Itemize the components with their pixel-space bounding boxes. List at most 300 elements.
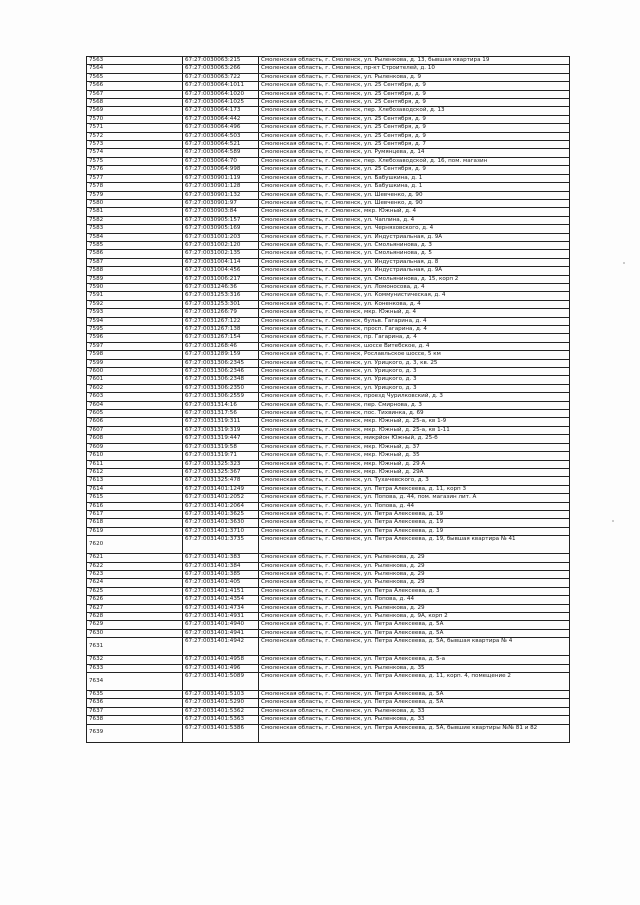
table-row	[87, 562, 570, 570]
row-number-cell: 7580	[87, 199, 183, 207]
row-number-cell: 7617	[87, 510, 183, 518]
table-row	[87, 359, 570, 367]
address-cell: Смоленская область, г. Смоленск, шоссе Витебское, д. 4	[259, 342, 570, 350]
cadastral-number-cell: 67:27:0031401:3625	[183, 510, 259, 518]
cadastral-number-cell: 67:27:0030903:84	[183, 208, 259, 216]
table-row	[87, 208, 570, 216]
row-number-cell: 7637	[87, 707, 183, 715]
row-number-cell: 7601	[87, 376, 183, 384]
row-number-cell: 7581	[87, 208, 183, 216]
cadastral-number-cell: 67:27:0031401:496	[183, 664, 259, 672]
cadastral-number-cell: 67:27:0031401:4941	[183, 629, 259, 637]
table-row	[87, 401, 570, 409]
row-number-cell: 7626	[87, 596, 183, 604]
table-row	[87, 452, 570, 460]
cadastral-number-cell: 67:27:0030064:1025	[183, 99, 259, 107]
table-row	[87, 410, 570, 418]
table-row	[87, 468, 570, 476]
address-cell: Смоленская область, г. Смоленск, ул. Рыленкова, д. 29	[259, 579, 570, 587]
address-cell: Смоленская область, г. Смоленск, ул. Бабушкина, д. 1	[259, 183, 570, 191]
cadastral-number-cell: 67:27:0031401:383	[183, 554, 259, 562]
cadastral-number-cell: 67:27:0031319:71	[183, 452, 259, 460]
row-number-cell: 7634	[87, 673, 183, 691]
row-number-cell: 7593	[87, 309, 183, 317]
row-number-cell: 7569	[87, 107, 183, 115]
address-cell: Смоленская область, г. Смоленск, ул. Петра Алексеева, д. 3	[259, 587, 570, 595]
cadastral-number-cell: 67:27:0031306:2346	[183, 368, 259, 376]
cadastral-number-cell: 67:27:0030064:173	[183, 107, 259, 115]
address-cell: Смоленская область, г. Смоленск, ул. Ломоносова, д. 4	[259, 283, 570, 291]
cadastral-number-cell: 67:27:0031306:2345	[183, 359, 259, 367]
cadastral-number-cell: 67:27:0031002:120	[183, 241, 259, 249]
scan-speck	[623, 262, 625, 264]
row-number-cell: 7600	[87, 368, 183, 376]
table-row	[87, 485, 570, 493]
cadastral-number-cell: 67:27:0031401:5362	[183, 707, 259, 715]
cadastral-number-cell: 67:27:0030063:266	[183, 65, 259, 73]
cadastral-number-cell: 67:27:0031401:3735	[183, 536, 259, 554]
table-row	[87, 368, 570, 376]
address-cell: Смоленская область, г. Смоленск, ул. Урицкого, д. 3	[259, 384, 570, 392]
table-row	[87, 99, 570, 107]
cadastral-number-cell: 67:27:0031401:4931	[183, 613, 259, 621]
row-number-cell: 7571	[87, 124, 183, 132]
row-number-cell: 7607	[87, 426, 183, 434]
address-cell: Смоленская область, г. Смоленск, пер. Смирнова, д. 3	[259, 401, 570, 409]
address-cell: Смоленская область, г. Смоленск, пр-кт Строителей, д. 10	[259, 65, 570, 73]
address-cell: Смоленская область, г. Смоленск, ул. Рыленкова, д. 29	[259, 604, 570, 612]
address-cell: Смоленская область, г. Смоленск, ул. Смольянинова, д. 3	[259, 241, 570, 249]
row-number-cell: 7575	[87, 157, 183, 165]
address-cell: Смоленская область, г. Смоленск, ул. Урицкого, д. 3	[259, 376, 570, 384]
address-cell: Смоленская область, г. Смоленск, ул. Чаплина, д. 4	[259, 216, 570, 224]
row-number-cell: 7624	[87, 579, 183, 587]
address-cell: Смоленская область, г. Смоленск, ул. Петра Алексеева, д. 5-а	[259, 656, 570, 664]
row-number-cell: 7579	[87, 191, 183, 199]
cadastral-number-cell: 67:27:0031401:4151	[183, 587, 259, 595]
table-row	[87, 384, 570, 392]
table-row	[87, 393, 570, 401]
table-row	[87, 510, 570, 518]
address-cell: Смоленская область, г. Смоленск, ул. Попова, д. 44	[259, 502, 570, 510]
table-row	[87, 283, 570, 291]
row-number-cell: 7588	[87, 267, 183, 275]
cadastral-number-cell: 67:27:0030901:128	[183, 183, 259, 191]
cadastral-number-cell: 67:27:0031314:16	[183, 401, 259, 409]
cadastral-number-cell: 67:27:0031401:3710	[183, 527, 259, 535]
address-cell: Смоленская область, г. Смоленск, ул. Петра Алексеева, д. 5А	[259, 691, 570, 699]
address-cell: Смоленская область, г. Смоленск, ул. Смольянинова, д. 5	[259, 250, 570, 258]
table-row	[87, 342, 570, 350]
address-cell: Смоленская область, г. Смоленск, ул. 25 Сентября, д. 9	[259, 124, 570, 132]
row-number-cell: 7614	[87, 485, 183, 493]
address-cell: Смоленская область, г. Смоленск, пос. Тихвинка, д. 69	[259, 410, 570, 418]
table-row	[87, 587, 570, 595]
cadastral-number-cell: 67:27:0031325:323	[183, 460, 259, 468]
cadastral-number-cell: 67:27:0030064:503	[183, 132, 259, 140]
cadastral-number-cell: 67:27:0030063:215	[183, 57, 259, 65]
address-cell: Смоленская область, г. Смоленск, ул. Петра Алексеева, д. 19	[259, 527, 570, 535]
row-number-cell: 7586	[87, 250, 183, 258]
row-number-cell: 7597	[87, 342, 183, 350]
row-number-cell: 7629	[87, 621, 183, 629]
row-number-cell: 7625	[87, 587, 183, 595]
address-cell: Смоленская область, г. Смоленск, ул. Рыленкова, д. 29	[259, 562, 570, 570]
table-row	[87, 317, 570, 325]
address-cell: Смоленская область, г. Смоленск, ул. Рыленкова, д. 9	[259, 73, 570, 81]
row-number-cell: 7622	[87, 562, 183, 570]
row-number-cell: 7609	[87, 443, 183, 451]
table-row	[87, 90, 570, 98]
table-body	[87, 57, 570, 743]
table-row	[87, 191, 570, 199]
row-number-cell: 7584	[87, 233, 183, 241]
cadastral-number-cell: 67:27:0030064:589	[183, 149, 259, 157]
address-cell: Смоленская область, г. Смоленск, ул. Петра Алексеева, д. 19	[259, 519, 570, 527]
row-number-cell: 7613	[87, 477, 183, 485]
table-row	[87, 596, 570, 604]
table-row	[87, 724, 570, 742]
table-row	[87, 664, 570, 672]
table-row	[87, 554, 570, 562]
row-number-cell: 7572	[87, 132, 183, 140]
row-number-cell: 7620	[87, 536, 183, 554]
row-number-cell: 7631	[87, 638, 183, 656]
cadastral-number-cell: 67:27:0031319:58	[183, 443, 259, 451]
address-cell: Смоленская область, г. Смоленск, ул. 25 Сентября, д. 9	[259, 132, 570, 140]
table-row	[87, 536, 570, 554]
cadastral-number-cell: 67:27:0031306:2559	[183, 393, 259, 401]
address-cell: Смоленская область, г. Смоленск, ул. 25 Сентября, д. 9	[259, 99, 570, 107]
cadastral-number-cell: 67:27:0031401:5290	[183, 699, 259, 707]
row-number-cell: 7612	[87, 468, 183, 476]
address-cell: Смоленская область, г. Смоленск, ул. Петра Алексеева, д. 5А, бывшие квартиры №№ 81 и 82	[259, 724, 570, 742]
cadastral-number-cell: 67:27:0031002:135	[183, 250, 259, 258]
cadastral-number-cell: 67:27:0031246:36	[183, 283, 259, 291]
table-row	[87, 73, 570, 81]
address-cell: Смоленская область, г. Смоленск, ул. Петра Алексеева, д. 19	[259, 510, 570, 518]
row-number-cell: 7598	[87, 351, 183, 359]
table-row	[87, 691, 570, 699]
row-number-cell: 7583	[87, 225, 183, 233]
table-row	[87, 326, 570, 334]
row-number-cell: 7567	[87, 90, 183, 98]
cadastral-number-cell: 67:27:0031401:4942	[183, 638, 259, 656]
address-cell: Смоленская область, г. Смоленск, ул. Шевченко, д. 90	[259, 191, 570, 199]
address-cell: Смоленская область, г. Смоленск, Рославльское шоссе, 5 км	[259, 351, 570, 359]
cadastral-number-cell: 67:27:0031267:138	[183, 326, 259, 334]
cadastral-number-cell: 67:27:0031401:4958	[183, 656, 259, 664]
row-number-cell: 7635	[87, 691, 183, 699]
table-row	[87, 225, 570, 233]
address-cell: Смоленская область, г. Смоленск, пр. Гагарина, д. 4	[259, 334, 570, 342]
row-number-cell: 7590	[87, 283, 183, 291]
row-number-cell: 7599	[87, 359, 183, 367]
address-cell: Смоленская область, г. Смоленск, ул. Рыленкова, д. 29	[259, 554, 570, 562]
cadastral-number-cell: 67:27:0030064:1020	[183, 90, 259, 98]
address-cell: Смоленская область, г. Смоленск, ул. Рыленкова, д. 13, бывшая квартира 19	[259, 57, 570, 65]
address-cell: Смоленская область, г. Смоленск, мкр. Южный, д. 25-а, кв 1-9	[259, 418, 570, 426]
row-number-cell: 7616	[87, 502, 183, 510]
address-cell: Смоленская область, г. Смоленск, ул. Урицкого, д. 3, кв. 25	[259, 359, 570, 367]
table-row	[87, 435, 570, 443]
address-cell: Смоленская область, г. Смоленск, ул. 25 Сентября, д. 9	[259, 90, 570, 98]
row-number-cell: 7566	[87, 82, 183, 90]
row-number-cell: 7619	[87, 527, 183, 535]
property-register-table	[86, 56, 570, 743]
cadastral-number-cell: 67:27:0030905:157	[183, 216, 259, 224]
address-cell: Смоленская область, г. Смоленск, ул. Индустриальная, д. 8	[259, 258, 570, 266]
row-number-cell: 7630	[87, 629, 183, 637]
row-number-cell: 7632	[87, 656, 183, 664]
table-row	[87, 250, 570, 258]
table-row	[87, 233, 570, 241]
table-row	[87, 216, 570, 224]
cadastral-number-cell: 67:27:0031401:5089	[183, 673, 259, 691]
table-row	[87, 621, 570, 629]
address-cell: Смоленская область, г. Смоленск, проезд Чурилковский, д. 3	[259, 393, 570, 401]
table-row	[87, 199, 570, 207]
address-cell: Смоленская область, г. Смоленск, мкр. Южный, д. 37	[259, 443, 570, 451]
row-number-cell: 7596	[87, 334, 183, 342]
table-row	[87, 494, 570, 502]
table-row	[87, 699, 570, 707]
address-cell: Смоленская область, г. Смоленск, ул. 25 Сентября, д. 7	[259, 141, 570, 149]
address-cell: Смоленская область, г. Смоленск, мкр. Южный, д. 29 А	[259, 460, 570, 468]
cadastral-number-cell: 67:27:0031317:56	[183, 410, 259, 418]
cadastral-number-cell: 67:27:0031253:316	[183, 292, 259, 300]
address-cell: Смоленская область, г. Смоленск, ул. Петра Алексеева, д. 5А	[259, 629, 570, 637]
table-row	[87, 157, 570, 165]
address-cell: Смоленская область, г. Смоленск, ул. Тухачевского, д. 3	[259, 477, 570, 485]
cadastral-number-cell: 67:27:0031319:447	[183, 435, 259, 443]
table-row	[87, 300, 570, 308]
address-cell: Смоленская область, г. Смоленск, ул. Попова, д. 44	[259, 596, 570, 604]
cadastral-number-cell: 67:27:0031401:384	[183, 562, 259, 570]
cadastral-number-cell: 67:27:0031401:4940	[183, 621, 259, 629]
cadastral-number-cell: 67:27:0031401:2064	[183, 502, 259, 510]
table-row	[87, 334, 570, 342]
address-cell: Смоленская область, г. Смоленск, просп. Гагарина, д. 4	[259, 326, 570, 334]
table-row	[87, 656, 570, 664]
address-cell: Смоленская область, г. Смоленск, ул. Смольянинова, д. 15, корп 2	[259, 275, 570, 283]
address-cell: Смоленская область, г. Смоленск, ул. Черняховского, д. 4	[259, 225, 570, 233]
table-row	[87, 604, 570, 612]
row-number-cell: 7611	[87, 460, 183, 468]
row-number-cell: 7576	[87, 166, 183, 174]
row-number-cell: 7605	[87, 410, 183, 418]
table-row	[87, 716, 570, 724]
address-cell: Смоленская область, г. Смоленск, ул. Попова, д. 44, пом. магазин лит. А	[259, 494, 570, 502]
address-cell: Смоленская область, г. Смоленск, мкр. Южный, д. 4	[259, 309, 570, 317]
table-row	[87, 443, 570, 451]
address-cell: Смоленская область, г. Смоленск, ул. Урицкого, д. 3	[259, 368, 570, 376]
row-number-cell: 7606	[87, 418, 183, 426]
row-number-cell: 7582	[87, 216, 183, 224]
cadastral-number-cell: 67:27:0031319:311	[183, 418, 259, 426]
cadastral-number-cell: 67:27:0031401:385	[183, 570, 259, 578]
row-number-cell: 7591	[87, 292, 183, 300]
cadastral-number-cell: 67:27:0031306:2350	[183, 384, 259, 392]
table-row	[87, 477, 570, 485]
table-row	[87, 132, 570, 140]
table-row	[87, 166, 570, 174]
row-number-cell: 7602	[87, 384, 183, 392]
row-number-cell: 7568	[87, 99, 183, 107]
address-cell: Смоленская область, г. Смоленск, ул. Индустриальная, д. 9А	[259, 267, 570, 275]
cadastral-number-cell: 67:27:0031401:1249	[183, 485, 259, 493]
cadastral-number-cell: 67:27:0031401:405	[183, 579, 259, 587]
address-cell: Смоленская область, г. Смоленск, ул. 25 Сентября, д. 9	[259, 115, 570, 123]
row-number-cell: 7628	[87, 613, 183, 621]
address-cell: Смоленская область, г. Смоленск, ул. Рыленкова, д. 29	[259, 570, 570, 578]
cadastral-number-cell: 67:27:0031267:154	[183, 334, 259, 342]
row-number-cell: 7587	[87, 258, 183, 266]
address-cell: Смоленская область, г. Смоленск, ул. Петра Алексеева, д. 5А	[259, 621, 570, 629]
row-number-cell: 7638	[87, 716, 183, 724]
cadastral-number-cell: 67:27:0031319:319	[183, 426, 259, 434]
address-cell: Смоленская область, г. Смоленск, ул. Петра Алексеева, д. 5А	[259, 699, 570, 707]
cadastral-number-cell: 67:27:0031401:5386	[183, 724, 259, 742]
cadastral-number-cell: 67:27:0031325:367	[183, 468, 259, 476]
address-cell: Смоленская область, г. Смоленск, ул. 25 Сентября, д. 9	[259, 82, 570, 90]
table-row	[87, 141, 570, 149]
table-row	[87, 149, 570, 157]
table-row	[87, 174, 570, 182]
cadastral-number-cell: 67:27:0031268:46	[183, 342, 259, 350]
cadastral-number-cell: 67:27:0031001:203	[183, 233, 259, 241]
table-row	[87, 629, 570, 637]
cadastral-number-cell: 67:27:0031267:122	[183, 317, 259, 325]
row-number-cell: 7603	[87, 393, 183, 401]
cadastral-number-cell: 67:27:0031306:2348	[183, 376, 259, 384]
cadastral-number-cell: 67:27:0030063:722	[183, 73, 259, 81]
table-row	[87, 527, 570, 535]
address-cell: Смоленская область, г. Смоленск, ул. Румянцева, д. 14	[259, 149, 570, 157]
cadastral-number-cell: 67:27:0030064:442	[183, 115, 259, 123]
address-cell: Смоленская область, г. Смоленск, пер. Хлебозаводской, д. 16, пом. магазин	[259, 157, 570, 165]
table-row	[87, 275, 570, 283]
row-number-cell: 7592	[87, 300, 183, 308]
address-cell: Смоленская область, г. Смоленск, ул. Шевченко, д. 90	[259, 199, 570, 207]
address-cell: Смоленская область, г. Смоленск, пер. Хлебозаводской, д. 13	[259, 107, 570, 115]
table-row	[87, 519, 570, 527]
cadastral-number-cell: 67:27:0031401:4354	[183, 596, 259, 604]
table-row	[87, 309, 570, 317]
cadastral-number-cell: 67:27:0031004:456	[183, 267, 259, 275]
address-cell: Смоленская область, г. Смоленск, ул. Рыленкова, д. 33	[259, 716, 570, 724]
row-number-cell: 7574	[87, 149, 183, 157]
table-row	[87, 707, 570, 715]
table-row	[87, 613, 570, 621]
table-row	[87, 267, 570, 275]
address-cell: Смоленская область, г. Смоленск, мкр. Южный, д. 25-а, кв 1-11	[259, 426, 570, 434]
cadastral-number-cell: 67:27:0031253:301	[183, 300, 259, 308]
row-number-cell: 7633	[87, 664, 183, 672]
row-number-cell: 7636	[87, 699, 183, 707]
row-number-cell: 7623	[87, 570, 183, 578]
cadastral-number-cell: 67:27:0031401:5103	[183, 691, 259, 699]
cadastral-number-cell: 67:27:0031289:159	[183, 351, 259, 359]
cadastral-number-cell: 67:27:0030901:119	[183, 174, 259, 182]
table-row	[87, 183, 570, 191]
address-cell: Смоленская область, г. Смоленск, ул. Петра Алексеева, д. 19, бывшая квартира № 41	[259, 536, 570, 554]
row-number-cell: 7565	[87, 73, 183, 81]
table-row	[87, 351, 570, 359]
address-cell: Смоленская область, г. Смоленск, ул. Рыленкова, д. 9А, корп 2	[259, 613, 570, 621]
row-number-cell: 7577	[87, 174, 183, 182]
cadastral-number-cell: 67:27:0030905:169	[183, 225, 259, 233]
row-number-cell: 7563	[87, 57, 183, 65]
row-number-cell: 7621	[87, 554, 183, 562]
address-cell: Смоленская область, г. Смоленск, ул. Коненкова, д. 4	[259, 300, 570, 308]
cadastral-number-cell: 67:27:0030064:998	[183, 166, 259, 174]
cadastral-number-cell: 67:27:0030064:70	[183, 157, 259, 165]
table-row	[87, 460, 570, 468]
table-row	[87, 124, 570, 132]
scan-speck	[612, 520, 614, 522]
address-cell: Смоленская область, г. Смоленск, ул. 25 Сентября, д. 9	[259, 166, 570, 174]
row-number-cell: 7578	[87, 183, 183, 191]
row-number-cell: 7604	[87, 401, 183, 409]
row-number-cell: 7618	[87, 519, 183, 527]
cadastral-number-cell: 67:27:0031266:79	[183, 309, 259, 317]
table-row	[87, 292, 570, 300]
address-cell: Смоленская область, г. Смоленск, ул. Рыленкова, д. 35	[259, 664, 570, 672]
address-cell: Смоленская область, г. Смоленск, мкр. Южный, д. 35	[259, 452, 570, 460]
row-number-cell: 7627	[87, 604, 183, 612]
table-row	[87, 115, 570, 123]
address-cell: Смоленская область, г. Смоленск, ул. Петра Алексеева, д. 11, корп 3	[259, 485, 570, 493]
cadastral-number-cell: 67:27:0031401:3630	[183, 519, 259, 527]
address-cell: Смоленская область, г. Смоленск, ул. Петра Алексеева, д. 11, корп. 4, помещение 2	[259, 673, 570, 691]
table-row	[87, 82, 570, 90]
cadastral-number-cell: 67:27:0031006:217	[183, 275, 259, 283]
table-row	[87, 418, 570, 426]
cadastral-number-cell: 67:27:0031325:478	[183, 477, 259, 485]
table-row	[87, 376, 570, 384]
table-row	[87, 673, 570, 691]
cadastral-number-cell: 67:27:0030064:1011	[183, 82, 259, 90]
row-number-cell: 7564	[87, 65, 183, 73]
address-cell: Смоленская область, г. Смоленск, ул. Индустриальная, д. 9А	[259, 233, 570, 241]
cadastral-number-cell: 67:27:0030064:521	[183, 141, 259, 149]
cadastral-number-cell: 67:27:0031401:4734	[183, 604, 259, 612]
address-cell: Смоленская область, г. Смоленск, ул. Бабушкина, д. 1	[259, 174, 570, 182]
row-number-cell: 7570	[87, 115, 183, 123]
row-number-cell: 7573	[87, 141, 183, 149]
row-number-cell: 7615	[87, 494, 183, 502]
row-number-cell: 7594	[87, 317, 183, 325]
table-row	[87, 241, 570, 249]
address-cell: Смоленская область, г. Смоленск, ул. Коммунистическая, д. 4	[259, 292, 570, 300]
table-row	[87, 638, 570, 656]
row-number-cell: 7585	[87, 241, 183, 249]
address-cell: Смоленская область, г. Смоленск, ул. Петра Алексеева, д. 5А, бывшая квартира № 4	[259, 638, 570, 656]
cadastral-number-cell: 67:27:0030901:97	[183, 199, 259, 207]
table-row	[87, 579, 570, 587]
cadastral-number-cell: 67:27:0031401:2052	[183, 494, 259, 502]
table-row	[87, 502, 570, 510]
address-cell: Смоленская область, г. Смоленск, бульв. Гагарина, д. 4	[259, 317, 570, 325]
table-row	[87, 65, 570, 73]
cadastral-number-cell: 67:27:0030901:132	[183, 191, 259, 199]
table-row	[87, 426, 570, 434]
cadastral-number-cell: 67:27:0031004:114	[183, 258, 259, 266]
row-number-cell: 7610	[87, 452, 183, 460]
address-cell: Смоленская область, г. Смоленск, мкр. Южный, д. 4	[259, 208, 570, 216]
table-row	[87, 107, 570, 115]
